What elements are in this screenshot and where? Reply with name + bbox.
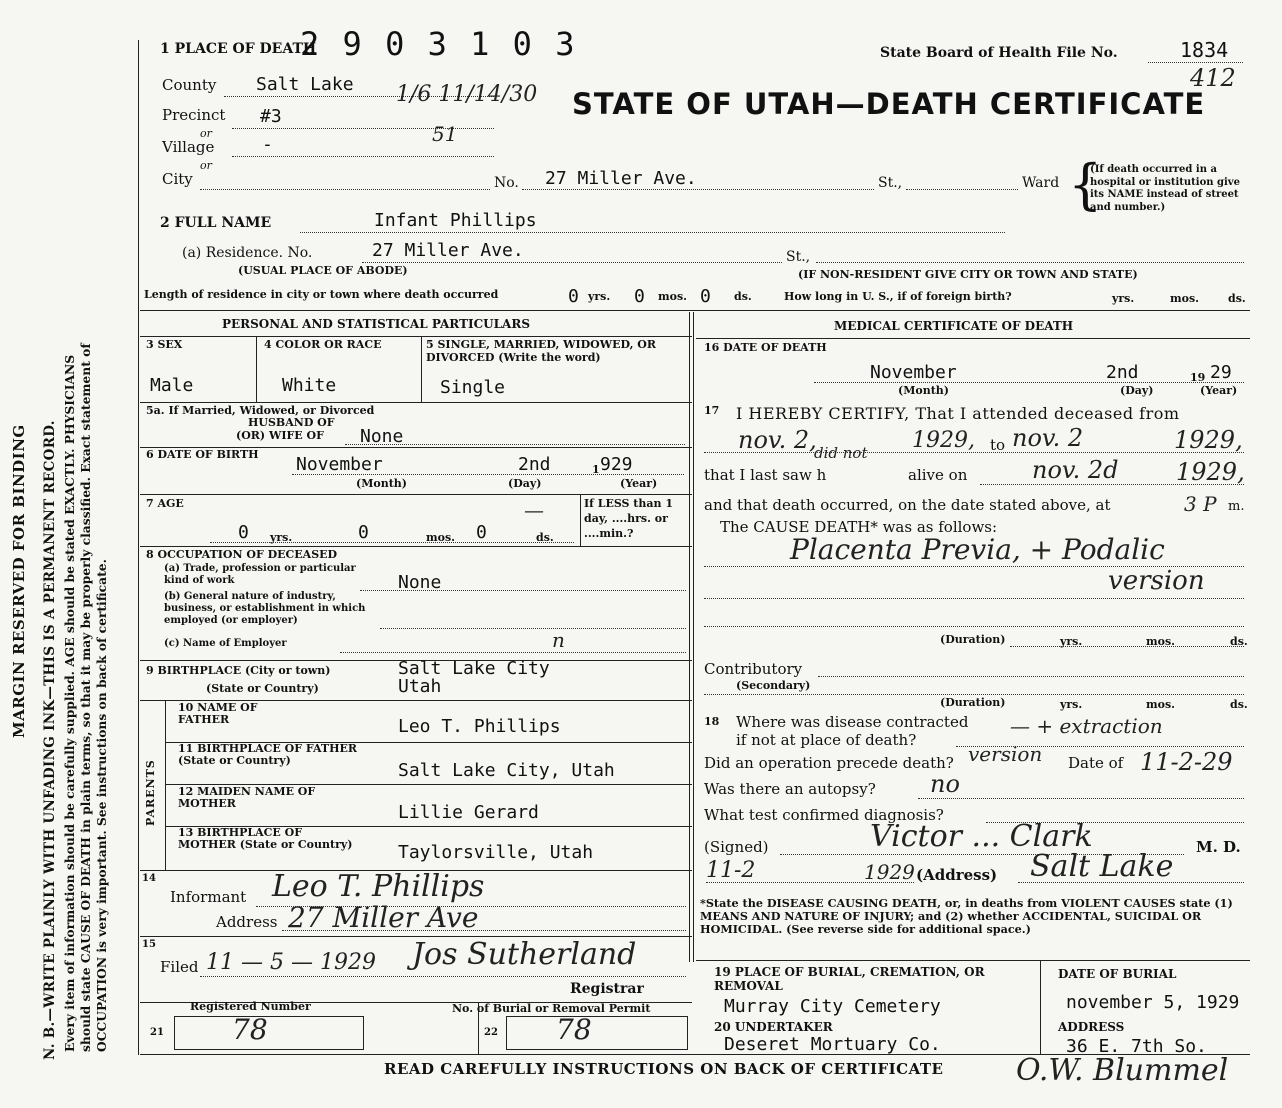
corner-signature: O.W. Blummel [1016,1053,1229,1088]
margin-note-line2: Every item of information should be carefully supplied. AGE should be stated EXACTLY. PHYSICIANS [62,354,77,1052]
undertaker-address-value: 36 E. 7th So. [1066,1036,1207,1057]
margin-note-line1: N. B.—WRITE PLAINLY WITH UNFADING INK—THIS IS A PERMANENT RECORD. [42,420,58,1060]
village-value: - [262,134,273,155]
signed-year-value: 1929 [864,860,915,884]
field-21-label: 21 [150,1027,164,1038]
cause-footnote: *State the DISEASE CAUSING DEATH, or, in deaths from VIOLENT CAUSES state (1) MEANS AND NATURE OF INJURY; and (2) whether ACCIDENTAL, SUICIDAL OR HOMICIDAL. (See reverse side for additional space.) [700,896,1233,937]
place-of-death-label: 1 PLACE OF DEATH [160,41,317,57]
registered-number-box [174,1013,364,1050]
contracted-number: 18 [704,715,720,728]
length-mos-value: 0 [634,286,645,307]
to-label: to [990,436,1006,454]
burial-permit-box [506,1013,688,1050]
mother-birthplace-value: Taylorsville, Utah [398,842,594,863]
residence-st-label: St., [786,249,811,265]
last-saw-handwritten: did not [814,444,868,462]
foreign-ds-unit: ds. [1228,292,1246,305]
length-ds-unit: ds. [734,290,752,303]
color-race-label: 4 COLOR OR RACE [264,338,382,351]
dod-year-value: 29 [1210,362,1232,383]
color-race-value: White [282,375,337,396]
spouse-label-3: (OR) WIFE OF [236,429,324,442]
certify-number: 17 [704,404,720,417]
signed-date-value: 11-2 [706,858,756,883]
informant-number: 14 [142,873,156,884]
attended-to-year: 1929, [1174,426,1243,454]
contracted-label: Where was disease contracted [736,713,969,731]
filed-date-value: 11 — 5 — 1929 [206,950,376,975]
precinct-label: Precinct [162,106,226,124]
spouse-label-2: HUSBAND OF [248,416,335,429]
file-no-label: State Board of Health File No. [880,45,1118,61]
father-birthplace-value: Salt Lake City, Utah [398,760,615,781]
contracted-value: — + extraction [1010,714,1163,738]
duration-yrs-2: yrs. [1060,698,1083,711]
filed-registrar-signature: Jos Sutherland [412,937,637,972]
registered-number-label: Registered Number [190,1000,311,1013]
county-label: County [162,76,217,94]
employer-label: (c) Name of Employer [164,638,287,649]
dob-month-caption: (Month) [356,477,407,490]
age-label: 7 AGE [146,497,184,510]
margin-note-line3: should state CAUSE OF DEATH in plain terms, so that it may be properly classified. Exact statement of [78,343,93,1052]
county-value: Salt Lake [256,74,354,95]
medical-section-title: MEDICAL CERTIFICATE OF DEATH [834,319,1074,333]
margin-binding-note: MARGIN RESERVED FOR BINDING [10,424,28,738]
burial-permit-label: No. of Burial or Removal Permit [452,1002,651,1015]
age-mos-value: 0 [358,522,369,543]
st-label: St., [878,175,903,191]
file-no-value: 1834 [1180,38,1229,62]
occupation-b-label: (b) General nature of industry, business, or establishment in which employed (or employer) [164,591,366,626]
physician-signature: Victor ... Clark [870,819,1093,854]
field-22-label: 22 [484,1027,498,1038]
death-time-value: 3 P [1184,492,1217,516]
dod-year-caption: (Year) [1200,384,1238,397]
margin-handwriting-1: 1/6 11/14/30 [396,82,538,107]
cause-of-death-value-2: version [1108,566,1205,596]
physician-address-value: Salt Lake [1030,849,1174,884]
dob-year-value: 929 [600,454,633,475]
informant-value: Leo T. Phillips [272,869,485,904]
informant-address-value: 27 Miller Ave [288,901,479,934]
read-instructions-footer: READ CAREFULLY INSTRUCTIONS ON BACK OF CERTIFICATE [384,1060,944,1078]
last-saw-label: that I last saw h [704,466,827,484]
burial-place-label: 19 PLACE OF BURIAL, CREMATION, OR REMOVAL [714,965,985,993]
residence-value: 27 Miller Ave. [372,240,524,261]
duration-ds-1: ds. [1230,635,1248,648]
or-label-1: or [200,127,212,140]
age-less-handwritten: — [524,498,544,522]
duration-ds-2: ds. [1230,698,1248,711]
city-no-label: No. [494,175,519,191]
mother-name-value: Lillie Gerard [398,802,539,823]
cause-of-death-label: The CAUSE DEATH* was as follows: [720,518,998,536]
attended-to-value: nov. 2 [1012,424,1084,452]
sex-value: Male [150,375,194,396]
attended-from-value: nov. 2, [738,426,817,454]
attended-from-year: 1929, [912,428,975,453]
birthplace-state-value: Utah [398,676,442,697]
or-label-2: or [200,159,212,172]
birthplace-city-value: Salt Lake City [398,658,550,679]
signed-label: (Signed) [704,838,769,856]
death-time-m-label: m. [1228,499,1245,514]
operation-label: Did an operation precede death? [704,754,954,772]
marital-status-value: Single [440,377,506,398]
length-mos-unit: mos. [658,290,687,303]
dob-year-prefix: 1 [592,463,600,476]
undertaker-label: 20 UNDERTAKER [714,1020,833,1034]
age-mos-unit: mos. [426,531,455,544]
father-name-label: 10 NAME OF FATHER [178,701,258,727]
filed-label: Filed [160,958,199,976]
alive-on-value: nov. 2d [1032,456,1119,484]
alive-on-year: 1929, [1176,458,1245,486]
certificate-title: STATE OF UTAH—DEATH CERTIFICATE [572,87,1206,121]
margin-handwriting-2: 51 [432,122,458,146]
occupation-label: 8 OCCUPATION OF DECEASED [146,548,338,561]
marital-status-label: 5 SINGLE, MARRIED, WIDOWED, OR DIVORCED (Write the word) [426,338,657,364]
dod-month-caption: (Month) [898,384,949,397]
contracted-label-2: if not at place of death? [736,731,917,749]
date-of-birth-label: 6 DATE OF BIRTH [146,448,259,461]
employer-handwritten: n [552,628,565,652]
duration-yrs-1: yrs. [1060,635,1083,648]
sex-label: 3 SEX [146,338,183,351]
date-of-death-label: 16 DATE OF DEATH [704,341,827,354]
filed-number: 15 [142,939,156,950]
duration-mos-1: mos. [1146,635,1175,648]
foreign-mos-unit: mos. [1170,292,1199,305]
dod-year-prefix: 19 [1190,371,1206,384]
undertaker-address-label: ADDRESS [1058,1020,1125,1034]
age-ds-unit: ds. [536,531,554,544]
birthplace-label: 9 BIRTHPLACE (City or town) [146,664,331,677]
burial-date-value: november 5, 1929 [1066,992,1240,1013]
undertaker-value: Deseret Mortuary Co. [724,1034,941,1055]
dob-day-caption: (Day) [508,477,542,490]
occupation-value: None [398,572,442,593]
length-ds-value: 0 [700,286,711,307]
margin-note-line4: OCCUPATION is very important. See instructions on back of certificate. [94,559,109,1052]
duration-label-1: (Duration) [940,633,1006,646]
secondary-label: (Secondary) [736,679,811,692]
autopsy-value: no [930,770,960,798]
residence-label: (a) Residence. No. [182,245,313,261]
non-resident-note: (IF NON-RESIDENT GIVE CITY OR TOWN AND STATE) [798,268,1138,281]
dob-day-value: 2nd [518,454,551,475]
duration-label-2: (Duration) [940,696,1006,709]
alive-on-label: alive on [908,466,968,484]
dod-day-value: 2nd [1106,362,1139,383]
village-label: Village [162,138,215,156]
operation-value: version [968,742,1043,766]
length-yrs-value: 0 [568,286,579,307]
burial-place-value: Murray City Cemetery [724,996,941,1017]
burial-permit-value: 78 [556,1013,592,1046]
certificate-number: 2 9 0 3 1 0 3 [300,25,577,63]
certify-text: I HEREBY CERTIFY, That I attended deceased from [736,404,1180,423]
foreign-birth-label: How long in U. S., if of foreign birth? [784,290,1012,303]
length-of-residence-label: Length of residence in city or town where death occurred [144,288,499,301]
informant-label: Informant [170,888,247,906]
father-name-value: Leo T. Phillips [398,716,561,737]
street-address-value: 27 Miller Ave. [545,168,697,189]
father-birthplace-label: 11 BIRTHPLACE OF FATHER (State or Country) [178,742,358,768]
personal-section-title: PERSONAL AND STATISTICAL PARTICULARS [222,317,531,331]
duration-mos-2: mos. [1146,698,1175,711]
test-diagnosis-label: What test confirmed diagnosis? [704,806,944,824]
dob-month-value: November [296,454,383,475]
age-yrs-value: 0 [238,522,249,543]
occupation-a-label: (a) Trade, profession or particular kind of work [164,563,356,586]
mother-birthplace-label: 13 BIRTHPLACE OF MOTHER (State or Country) [178,826,353,852]
mother-name-label: 12 MAIDEN NAME OF MOTHER [178,785,316,811]
usual-place-note: (USUAL PLACE OF ABODE) [238,264,408,277]
dod-day-caption: (Day) [1120,384,1154,397]
md-label: M. D. [1196,838,1241,856]
operation-date-label: Date of [1068,754,1124,772]
operation-date-value: 11-2-29 [1140,748,1233,776]
dob-year-caption: (Year) [620,477,658,490]
precinct-value: #3 [260,106,282,127]
foreign-yrs-unit: yrs. [1112,292,1135,305]
file-no-handwritten: 412 [1190,64,1236,92]
informant-address-label: Address [216,913,278,931]
burial-date-label: DATE OF BURIAL [1058,967,1177,981]
registrar-label: Registrar [570,981,644,997]
spouse-value: None [360,426,404,447]
autopsy-label: Was there an autopsy? [704,780,876,798]
physician-address-label: (Address) [916,866,998,884]
cause-of-death-value-1: Placenta Previa, + Podalic [790,533,1165,566]
full-name-label: 2 FULL NAME [160,215,272,231]
contributory-label: Contributory [704,660,803,678]
death-occurred-label: and that death occurred, on the date stated above, at [704,496,1111,514]
hospital-bracket: { [1068,153,1103,216]
dod-month-value: November [870,362,957,383]
age-yrs-unit: yrs. [270,531,293,544]
hospital-note: (If death occurred in a hospital or institution give its NAME instead of street and number.) [1090,164,1240,213]
spouse-label-1: 5a. If Married, Widowed, or Divorced [146,404,375,417]
age-ds-value: 0 [476,522,487,543]
ward-label: Ward [1022,175,1060,191]
parents-side-label: PARENTS [144,759,157,826]
registered-number-value: 78 [232,1013,268,1046]
birthplace-state-label: (State or Country) [206,682,319,695]
city-label: City [162,170,193,188]
length-yrs-unit: yrs. [588,290,611,303]
full-name-value: Infant Phillips [374,210,537,231]
age-less-than-label: If LESS than 1 day, ....hrs. or ....min.? [584,497,673,540]
